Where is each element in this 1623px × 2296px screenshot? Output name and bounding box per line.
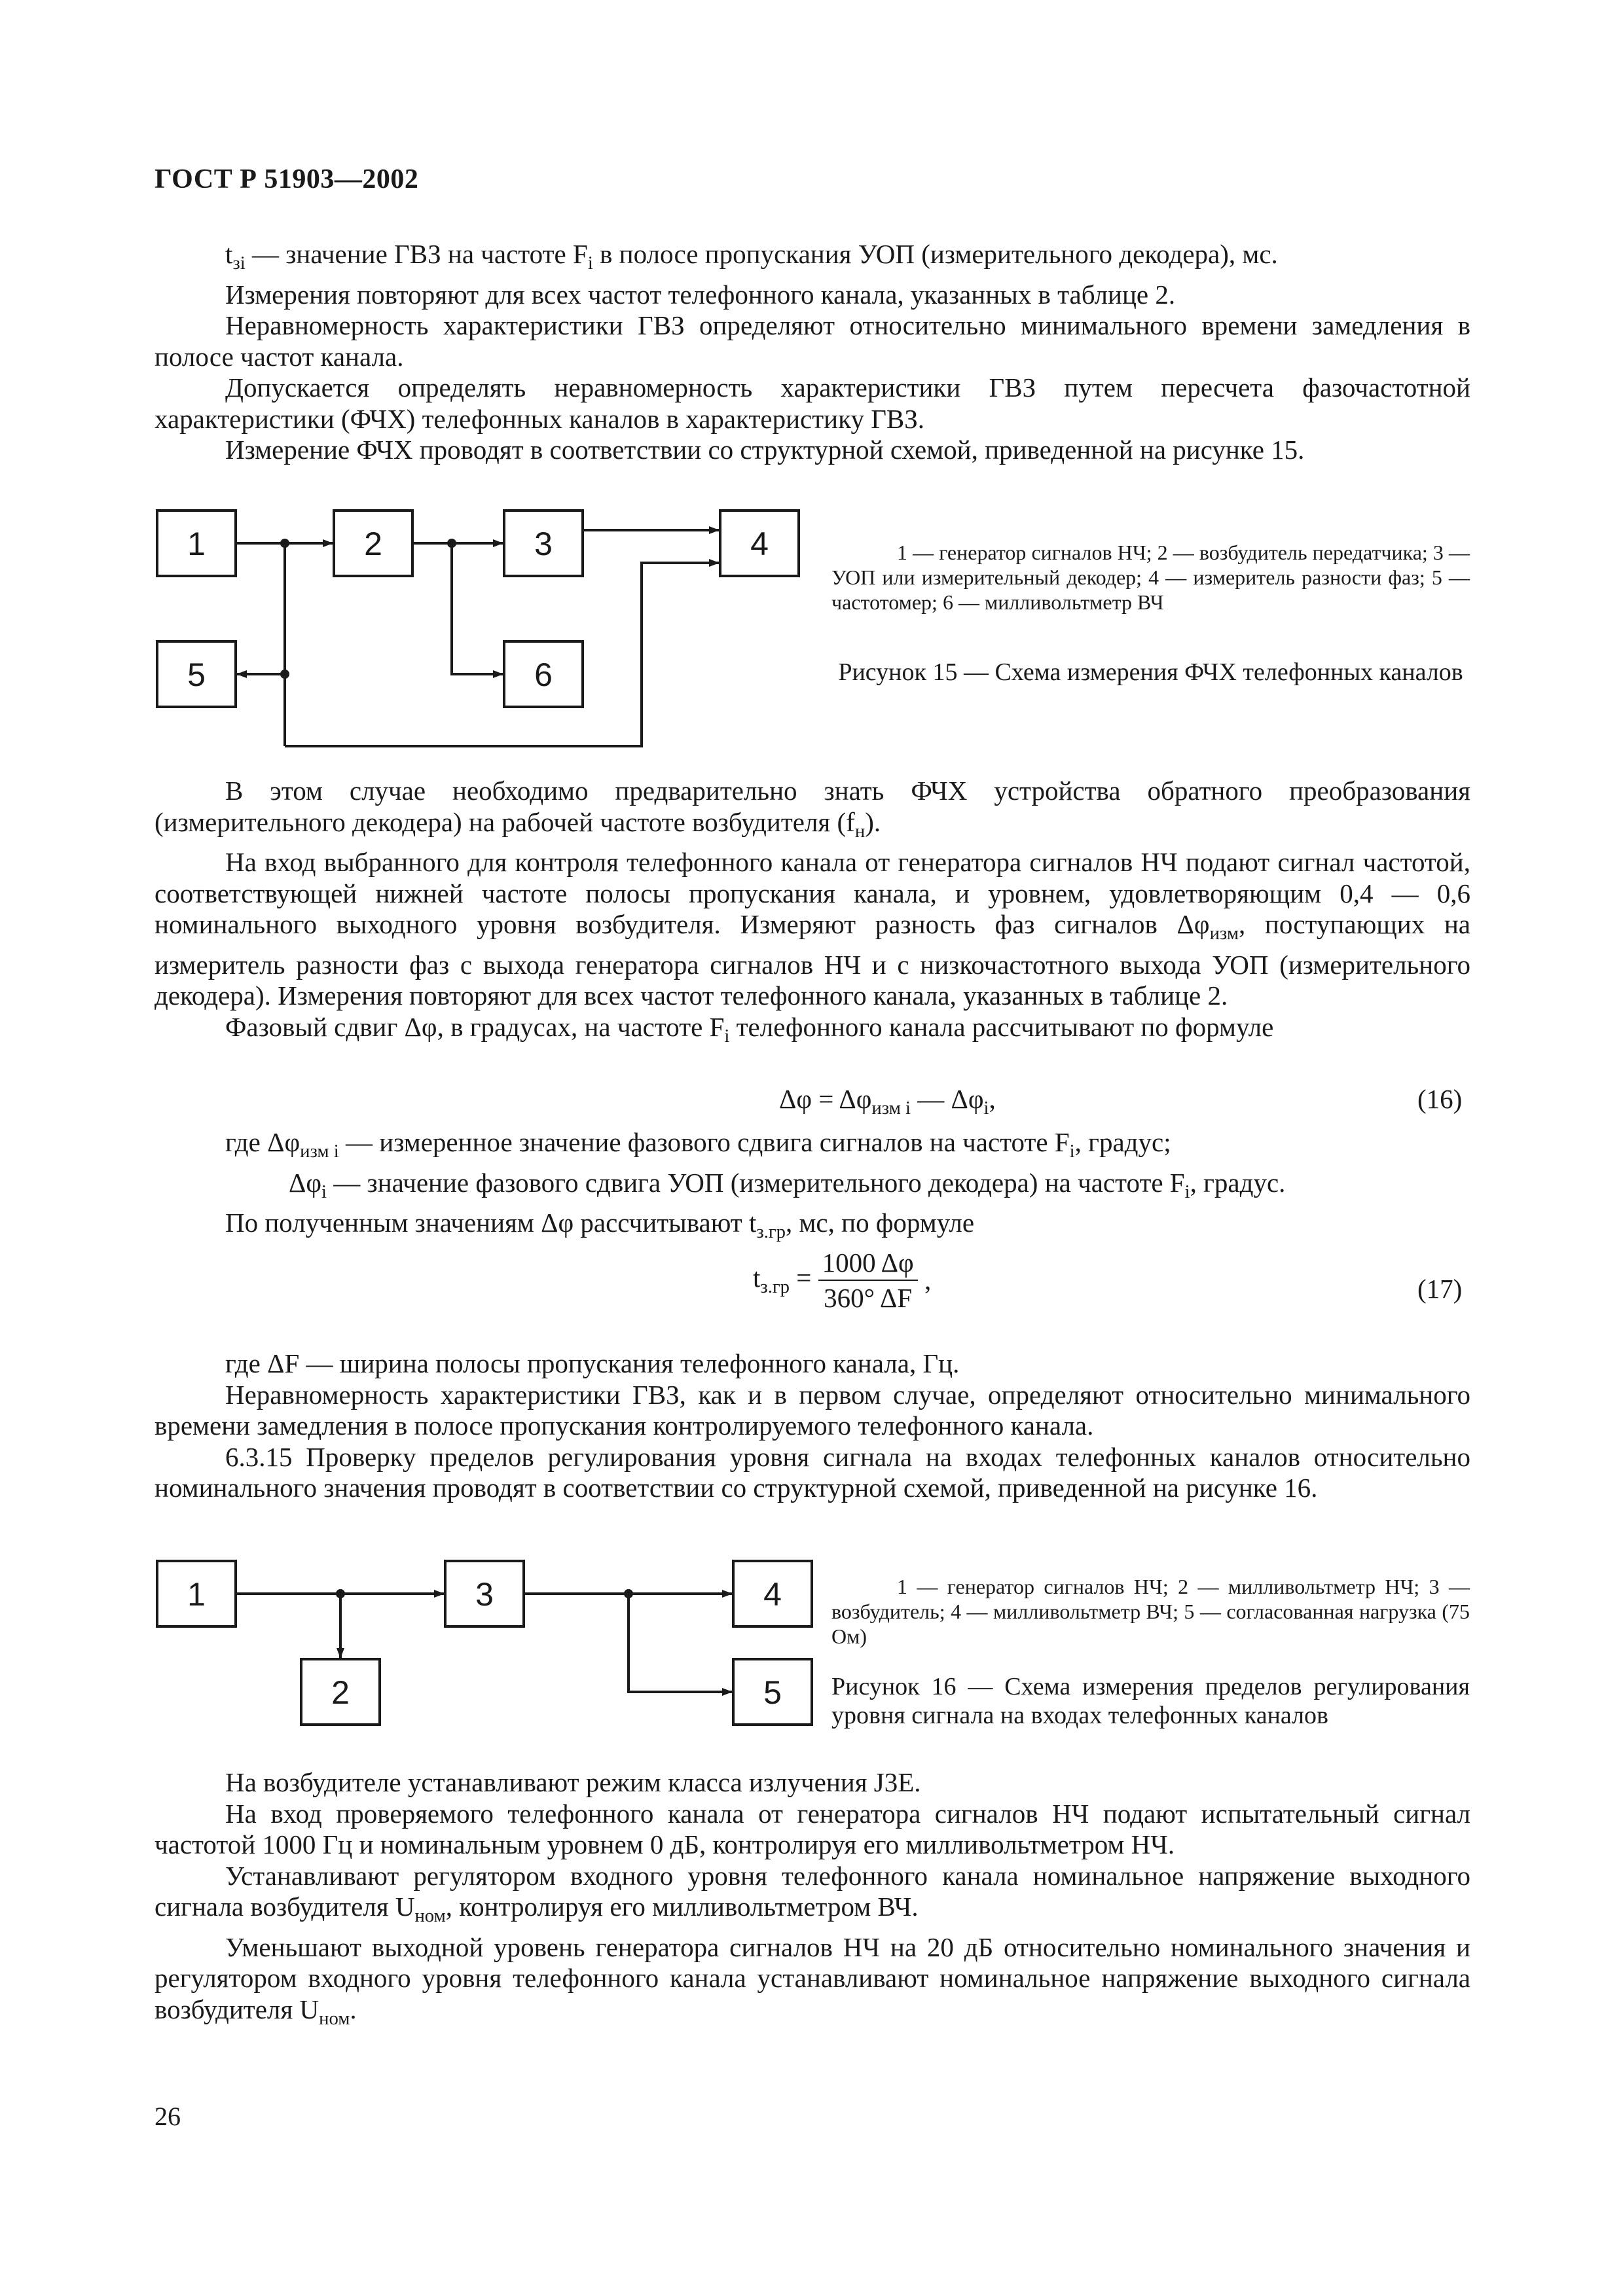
- paragraph: На возбудителе устанавливают режим класса излучения J3E.: [225, 1767, 921, 1797]
- paragraph: На вход выбранного для контроля телефонного канала от генератора сигналов НЧ подают сигнал частотой, соответствующей нижней частоте полосы пропускания канала, и уровнем, удовлетворяющим 0,4 — 0,6 номинального выходного уровня возбудителя. Измеряют разность фаз сигналов $\Delta\varphi_{изм}$, поступающих на измеритель разности фаз с выхода генератора сигналов НЧ и с низкочастотного выхода УОП (измерительного декодера). Измерения повторяют для всех частот телефонного канала, указанных в таблице 2.: [155, 847, 1470, 1011]
- fig15-label-4: 4: [750, 526, 769, 562]
- paragraph: где ΔF — ширина полосы пропускания телефонного канала, Гц.: [225, 1348, 960, 1378]
- formula-17-lhs: $t_{з.гр}$ =: [753, 1263, 812, 1298]
- fig16-label-4: 4: [763, 1576, 782, 1613]
- page-number: 26: [155, 2102, 181, 2131]
- paragraph: Устанавливают регулятором входного уровня телефонного канала номинальное напряжение выходного сигнала возбудителя $U_{ном}$, контролируя его милливольтметром ВЧ.: [155, 1860, 1470, 1927]
- text-block-2: [155, 776, 1470, 1052]
- formula-17-numerator: 1000 Δφ: [818, 1247, 918, 1281]
- paragraph: Измерения повторяют для всех частот телефонного канала, указанных в таблице 2.: [225, 279, 1176, 310]
- figure-15-legend: 1 — генератор сигналов НЧ; 2 — возбудитель передатчика; 3 — УОП или измерительный декодер; 4 — измеритель разности фаз; 5 — частотомер; 6 — милливольтметр ВЧ: [831, 541, 1470, 614]
- fig16-label-1: 1: [187, 1576, 206, 1613]
- paragraph: Уменьшают выходной уровень генератора сигналов НЧ на 20 дБ относительно номинального значения и регулятором входного уровня телефонного канала устанавливают номинальное напряжение выходного сигнала возбудителя $U_{ном}$.: [155, 1931, 1470, 2029]
- text-block-3: [155, 1348, 1470, 1504]
- where-line: где $\Delta\varphi_{изм i}$ — измеренное значение фазового сдвига сигналов на частоте $F_i$, градус;: [225, 1127, 1171, 1162]
- fig15-label-1: 1: [187, 526, 206, 562]
- paragraph: В этом случае необходимо предварительно знать ФЧХ устройства обратного преобразования (измерительного декодера) на рабочей частоте возбудителя $(f_н)$.: [155, 776, 1470, 842]
- figure-16-diagram: [151, 1548, 825, 1744]
- fig15-label-2: 2: [364, 526, 382, 562]
- formula-17-tail: ,: [924, 1265, 932, 1295]
- paragraph: $t_{зi}$ — значение ГВЗ на частоте $F_i$ в полосе пропускания УОП (измерительного декодера), мс.: [225, 239, 1278, 274]
- paragraph: 6.3.15 Проверку пределов регулирования уровня сигнала на входах телефонных каналов относительно номинального значения проводят в соответствии со структурной схемой, приведенной на рисунке 16.: [155, 1441, 1470, 1503]
- text-block-4: [155, 1767, 1470, 2034]
- fig15-label-5: 5: [187, 656, 206, 693]
- fig16-label-5: 5: [763, 1674, 782, 1711]
- figure-15-diagram: [151, 497, 825, 759]
- paragraph: Неравномерность характеристики ГВЗ определяют относительно минимального времени замедления в полосе частот канала.: [155, 310, 1470, 372]
- formula-17: [753, 1247, 931, 1314]
- where-block-16: [155, 1127, 1470, 1248]
- paragraph: Неравномерность характеристики ГВЗ, как и в первом случае, определяют относительно минимального времени замедления в полосе пропускания контролируемого телефонного канала.: [155, 1379, 1470, 1441]
- fig16-label-3: 3: [475, 1576, 494, 1613]
- document-header: ГОСТ Р 51903—2002: [155, 164, 419, 194]
- paragraph: Фазовый сдвиг Δφ, в градусах, на частоте $F_i$ телефонного канала рассчитывают по формуле: [225, 1011, 1274, 1047]
- formula-17-fraction: [818, 1247, 918, 1314]
- where-line: $\Delta\varphi_i$ — значение фазового сдвига УОП (измерительного декодера) на частоте $F_i$, градус.: [289, 1167, 1286, 1202]
- formula-16-number: (16): [1417, 1084, 1463, 1114]
- fig15-label-6: 6: [534, 656, 553, 693]
- formula-16: $\Delta\varphi = \Delta\varphi_{изм i}$ — $\Delta\varphi_i$,: [779, 1084, 996, 1119]
- formula-17-denominator: 360° ΔF: [824, 1283, 913, 1313]
- paragraph: На вход проверяемого телефонного канала от генератора сигналов НЧ подают испытательный сигнал частотой 1000 Гц и номинальным уровнем 0 дБ, контролируя его милливольтметром НЧ.: [155, 1798, 1470, 1859]
- fig16-label-2: 2: [331, 1674, 350, 1711]
- fig15-label-3: 3: [534, 526, 553, 562]
- text-block-1: [155, 239, 1470, 466]
- paragraph: Допускается определять неравномерность характеристики ГВЗ путем пересчета фазочастотной характеристики (ФЧХ) телефонных каналов в характеристику ГВЗ.: [155, 372, 1470, 434]
- figure-15-caption: Рисунок 15 — Схема измерения ФЧХ телефонных каналов: [838, 658, 1463, 686]
- figure-16-legend: 1 — генератор сигналов НЧ; 2 — милливольтметр НЧ; 3 — возбудитель; 4 — милливольтметр ВЧ; 5 — согласованная нагрузка (75 Ом): [831, 1575, 1470, 1648]
- formula-17-number: (17): [1417, 1274, 1463, 1304]
- where-line: По полученным значениям Δφ рассчитывают $t_{з.гр}$, мс, по формуле: [225, 1208, 975, 1243]
- figure-16-caption: Рисунок 16 — Схема измерения пределов регулирования уровня сигнала на входах телефонных каналов: [831, 1673, 1470, 1729]
- paragraph: Измерение ФЧХ проводят в соответствии со структурной схемой, приведенной на рисунке 15.: [225, 435, 1305, 465]
